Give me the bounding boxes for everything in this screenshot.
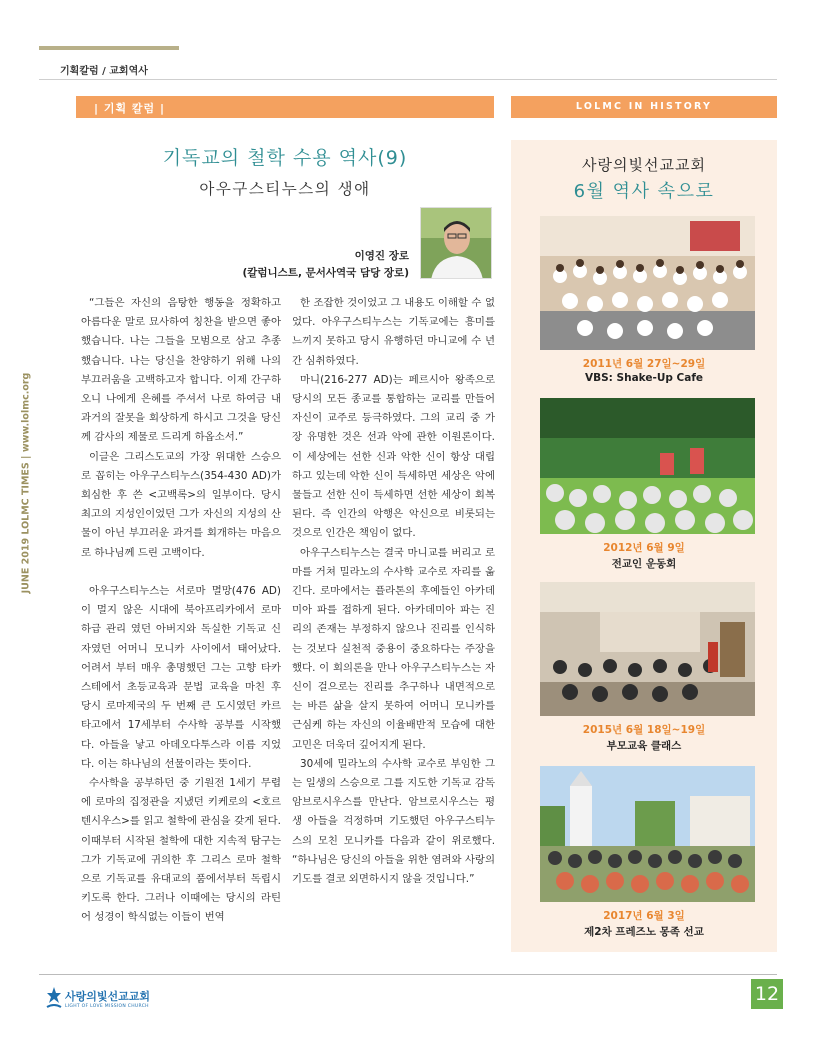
history-photo-mission bbox=[540, 766, 755, 902]
issue-label-text: JUNE 2019 LOLMC TIMES | www.lolmc.org bbox=[20, 372, 32, 594]
column-category-bar bbox=[76, 96, 494, 118]
history-church-name: 사랑의빛선교교회 bbox=[582, 156, 706, 174]
top-accent-rule bbox=[39, 46, 179, 50]
paragraph: 30세에 밀라노의 수사학 교수로 부임한 그는 일생의 스승으로 그를 지도한 기독교 감독 암브로시우스를 만난다. 암브로시우스는 평생 아들을 걱정하며 기도했던 아우구스티누스의 모친 모니카를 다음과 같이 위로했다. “하나님은 당신의 아들을 위한 염려와 사랑의 기도를 결코 외면하시지 않을 것입니다.” bbox=[292, 757, 495, 886]
history-date-3: 2015년 6월 18일~19일 bbox=[582, 724, 706, 736]
church-logo-icon bbox=[45, 985, 63, 1011]
author-role: (칼럼니스트, 문서사역국 담당 장로) bbox=[242, 267, 409, 279]
history-photo-class bbox=[540, 582, 755, 716]
church-logo-text: 사랑의빛선교교회 bbox=[65, 990, 151, 1003]
header-divider bbox=[39, 79, 777, 80]
paragraph: 한 조잡한 것이었고 그 내용도 이해할 수 없었다. 아우구스티누스는 기독교에는 흥미를 느끼지 못하고 당시 유행하던 마니교에 수 년간 심취하였다. bbox=[292, 297, 495, 367]
history-category-bar bbox=[511, 96, 777, 118]
history-date-1: 2011년 6월 27일~29일 bbox=[582, 358, 706, 370]
paragraph: 수사학을 공부하던 중 기원전 1세기 무렵에 로마의 집정관을 지냈던 키케로의 <호르텐시우스>를 읽고 철학에 관심을 갖게 된다. 이때부터 시작된 철학에 대한 지속적 탐구는 그가 기독교에 귀의한 후 그리스 로마 철학으로 기독교를 유대교의 품에서부터 독립시키도록 한다. 그러나 이때에는 당시의 라틴어 성경이 학식없는 이들이 번역 bbox=[81, 777, 281, 924]
history-title: 6월 역사 속으로 bbox=[573, 181, 715, 202]
article-title: 기독교의 철학 수용 역사(9) bbox=[162, 147, 408, 169]
paragraph: 이글은 그리스도교의 가장 위대한 스승으로 꼽히는 아우구스티누스(354-430 AD)가 회심한 후 쓴 <고백록>의 일부이다. 당시 최고의 지성인이었던 그가 자신의 지성의 산물이 아닌 부끄러운 과거를 회개하는 마음으로 하나님께 드린 고백이다. bbox=[81, 450, 281, 559]
history-photo-vbs bbox=[540, 216, 755, 350]
history-title-1: VBS: Shake-Up Cafe bbox=[584, 372, 704, 384]
history-photo-sports bbox=[540, 398, 755, 534]
history-sidebar bbox=[511, 140, 777, 952]
article-column-right bbox=[292, 294, 495, 889]
history-date-2: 2012년 6월 9일 bbox=[603, 542, 685, 554]
history-title-3: 부모교육 클래스 bbox=[606, 740, 682, 752]
paragraph: 아우구스티누스는 서로마 멸망(476 AD) 이 멀지 않은 시대에 북아프리카에서 로마 하급 관리 였던 아버지와 독실한 기독교 신자였던 어머니 모니카 사이에서 태어났다. 어려서 부터 매우 총명했던 그는 고향 타카스테에서 초등교육과 문법 교육을 마친 후 당시 로마제국의 두 번째 큰 도시였던 카르타고에서 17세부터 수사학 공부를 시작했다. 아들을 낳고 아데오다투스라 이름 지었다. 이는 하나님의 선물이라는 뜻이다. bbox=[81, 585, 281, 770]
history-category-label: LOLMC IN HISTORY bbox=[575, 101, 713, 112]
vertical-issue-label bbox=[17, 372, 35, 594]
paragraph: 아우구스티누스는 결국 마니교를 버리고 로마를 거쳐 밀라노의 수사학 교수로 자리를 옮긴다. 로마에서는 플라톤의 후예들인 아카데미아 파를 접하게 된다. 아카데미아 파는 진리의 존재는 부정하지 않으나 진리를 인식하는 것보다 실천적 중용이 중요하다는 주장을 했다. 이 회의론을 만나 아우구스티누스는 자신이 걸으로는 진리를 추구하나 내면적으로는 바른 삶을 살지 못하여 어머니 모니카를 근심케 하는 자신의 이율배반적 모습에 대한 고민은 더욱더 깊어지게 된다. bbox=[292, 546, 495, 751]
article-subtitle: 아우구스티누스의 생애 bbox=[199, 180, 371, 198]
paragraph: 마니(216-277 AD)는 페르시아 왕족으로 당시의 모든 종교를 통합하는 교리를 만들어 자신이 교주로 등극하였다. 그의 교리 중 가장 유명한 것은 선과 악에 관한 이원론이다. 이 세상에는 선한 신과 악한 신이 항상 대립하고 있는데 악한 신이 득세하면 세상은 악에 물들고 선한 신이 득세하면 선한 세상이 회복된다. 즉 인간의 악행은 악신으로 비롯되는 것으로 인간은 책임이 없다. bbox=[292, 373, 495, 540]
church-logo-subtext: LIGHT OF LOVE MISSION CHURCH bbox=[65, 1004, 149, 1009]
paragraph: “그들은 자신의 음탕한 행동을 정확하고 아름다운 말로 묘사하여 칭찬을 받으면 좋아했습니다. 나는 그들을 모범으로 삼고 추종했습니다. 나는 당신을 찬양하기 위해 나의 부끄러움을 고백하고자 합니다. 이제 간구하오니 나에게 은혜를 주셔서 나로 하여금 내 과거의 잘못을 회상하게 하시고 그것을 당신께 감사의 제물로 드리게 하옵소서.” bbox=[81, 297, 281, 444]
section-label: 기획칼럼 / 교회역사 bbox=[60, 66, 148, 77]
history-title-2: 전교인 운동회 bbox=[611, 558, 677, 570]
footer-divider bbox=[39, 974, 777, 975]
page-number: 12 bbox=[751, 979, 783, 1009]
author-name: 이영진 장로 bbox=[354, 250, 409, 262]
column-category-label: | 기획 칼럼 | bbox=[94, 102, 166, 115]
author-photo bbox=[420, 207, 492, 279]
history-date-4: 2017년 6월 3일 bbox=[603, 910, 685, 922]
article-column-left bbox=[81, 294, 281, 928]
church-logo[interactable] bbox=[45, 985, 205, 1015]
history-title-4: 제2차 프레즈노 몽족 선교 bbox=[584, 926, 704, 938]
